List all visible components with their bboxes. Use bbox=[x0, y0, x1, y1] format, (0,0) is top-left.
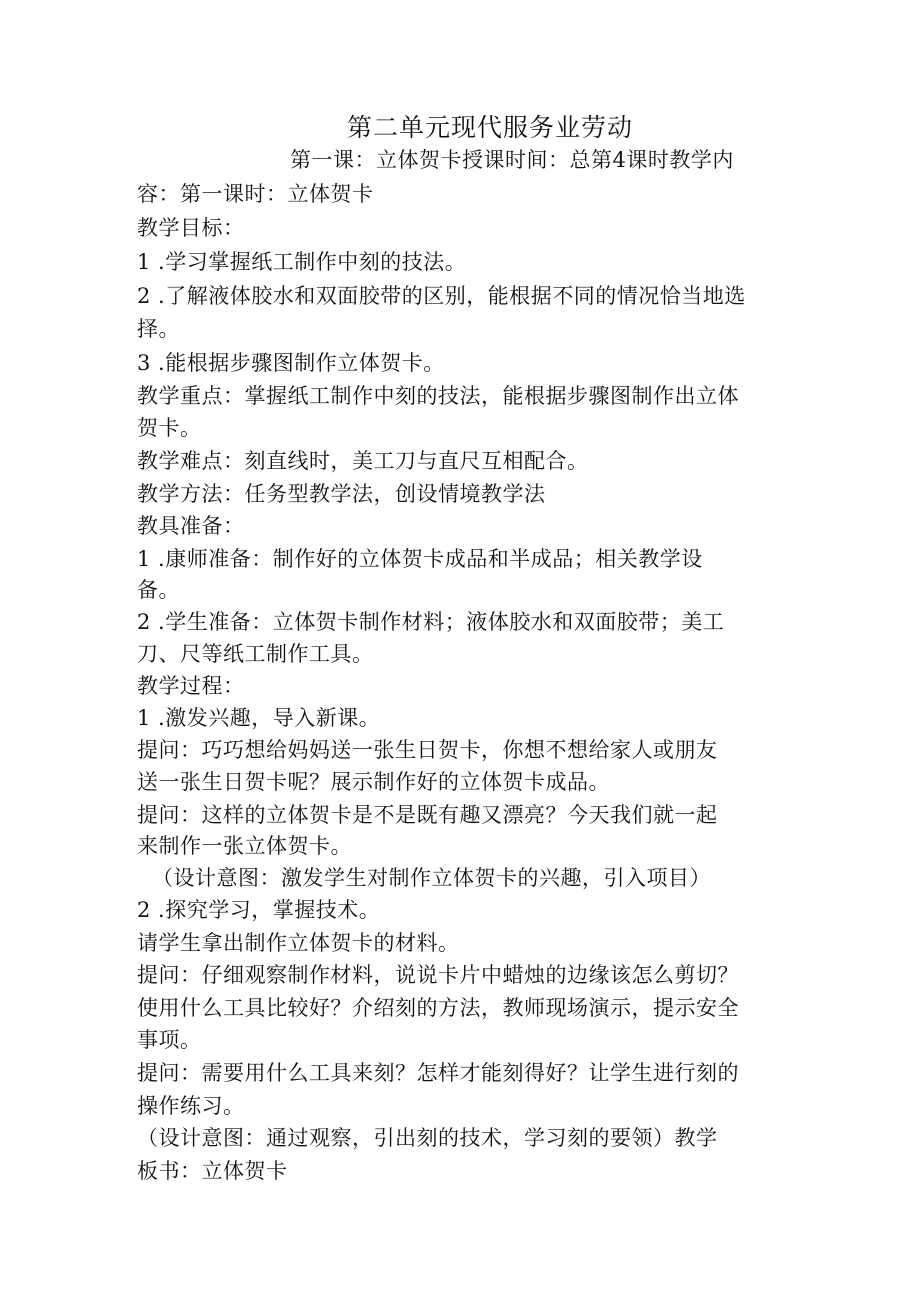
text-line: 贺卡。 bbox=[137, 416, 202, 440]
text-line: 事项。 bbox=[137, 1028, 202, 1052]
text-line: （设计意图：通过观察，引出刻的技术，学习刻的要领）教学 bbox=[137, 1126, 718, 1150]
text-line: （设计意图：激发学生对制作立体贺卡的兴趣，引入项目） bbox=[152, 866, 711, 890]
text-line: 1 .康师准备：制作好的立体贺卡成品和半成品；相关教学设 bbox=[137, 547, 703, 571]
text-line: 教具准备： bbox=[137, 514, 245, 538]
text-line: 第一课：立体贺卡授课时间：总第4课时教学内 bbox=[290, 148, 734, 172]
text-line: 2 .学生准备：立体贺卡制作材料；液体胶水和双面胶带；美工 bbox=[137, 610, 725, 634]
text-line: 1 .激发兴趣，导入新课。 bbox=[137, 706, 381, 730]
text-line: 送一张生日贺卡呢？展示制作好的立体贺卡成品。 bbox=[137, 770, 610, 794]
text-line: 提问：需要用什么工具来刻？怎样才能刻得好？让学生进行刻的 bbox=[137, 1061, 739, 1085]
text-line: 提问：巧巧想给妈妈送一张生日贺卡，你想不想给家人或朋友 bbox=[137, 738, 718, 762]
text-line: 择。 bbox=[137, 317, 180, 341]
text-line: 板书：立体贺卡 bbox=[137, 1159, 288, 1183]
text-line: 请学生拿出制作立体贺卡的材料。 bbox=[137, 931, 460, 955]
text-line: 教学重点：掌握纸工制作中刻的技法，能根据步骤图制作出立体 bbox=[137, 384, 739, 408]
text-line: 教学方法：任务型教学法，创设情境教学法 bbox=[137, 482, 546, 506]
text-line: 操作练习。 bbox=[137, 1094, 245, 1118]
text-line: 容：第一课时：立体贺卡 bbox=[137, 182, 374, 206]
text-line: 备。 bbox=[137, 578, 180, 602]
text-line: 2 .探究学习，掌握技术。 bbox=[137, 898, 381, 922]
text-line: 1 .学习掌握纸工制作中刻的技法。 bbox=[137, 250, 467, 274]
document-title: 第二单元现代服务业劳动 bbox=[347, 113, 634, 142]
text-line: 教学过程： bbox=[137, 674, 245, 698]
text-line: 2 .了解液体胶水和双面胶带的区别，能根据不同的情况恰当地选 bbox=[137, 284, 746, 308]
text-line: 刀、尺等纸工制作工具。 bbox=[137, 642, 374, 666]
text-line: 提问：仔细观察制作材料，说说卡片中蜡烛的边缘该怎么剪切？ bbox=[137, 963, 739, 987]
text-line: 来制作一张立体贺卡。 bbox=[137, 834, 352, 858]
text-line: 教学目标： bbox=[137, 216, 245, 240]
text-line: 教学难点：刻直线时，美工刀与直尺互相配合。 bbox=[137, 449, 589, 473]
text-line: 使用什么工具比较好？介绍刻的方法，教师现场演示，提示安全 bbox=[137, 996, 739, 1020]
text-line: 3 .能根据步骤图制作立体贺卡。 bbox=[137, 351, 445, 375]
text-line: 提问：这样的立体贺卡是不是既有趣又漂亮？今天我们就一起 bbox=[137, 803, 718, 827]
